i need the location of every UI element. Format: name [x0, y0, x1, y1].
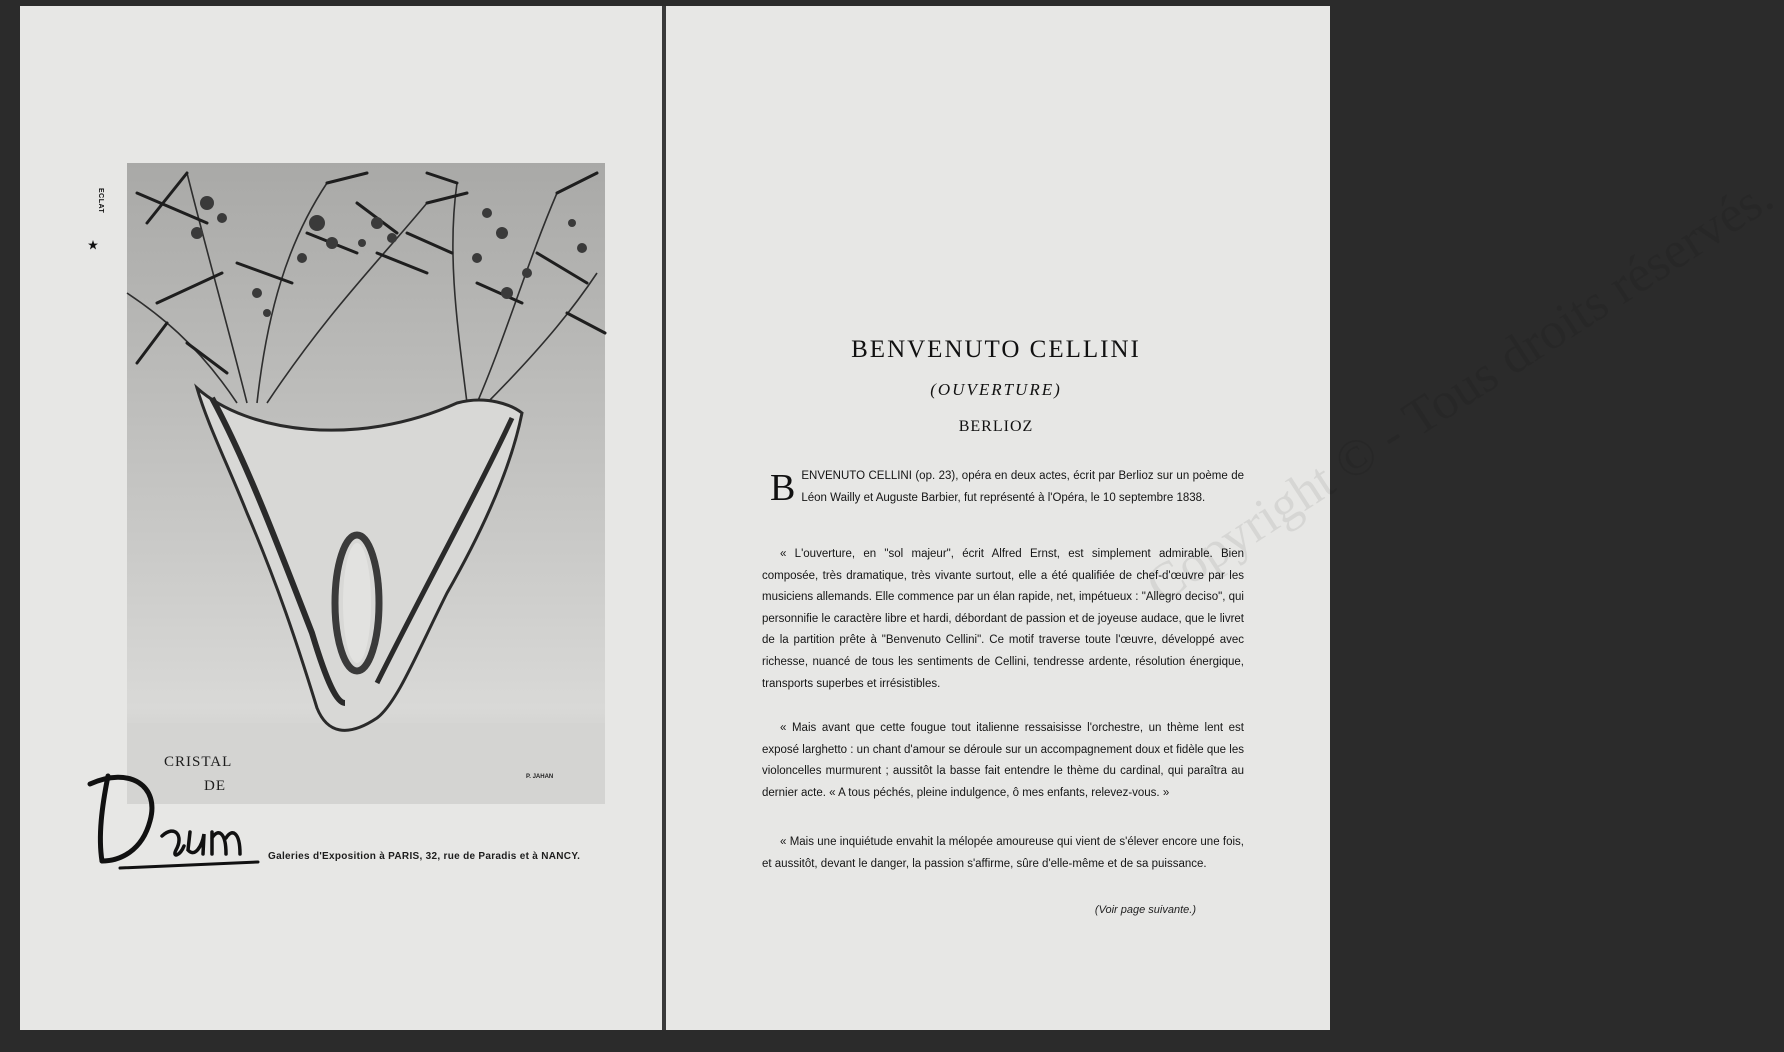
- paragraph-2: « L'ouverture, en "sol majeur", écrit Alfred Ernst, est simplement admirable. Bien composée, très dramatique, très vivante surtout, elle a été qualifiée de chef-d'œuvre par les musiciens allemands. Elle commence par un élan rapide, net, impétueux : "Allegro deciso", qui personnifie le caractère libre et hardi, débordant de passion et de joyeuse audace, que le livret de la partition prête à "Benvenuto Cellini". Ce motif traverse toute l'œuvre, développé avec richesse, nuancé de tous les sentiments de Cellini, tendresse ardente, résolution énergique, transports superbes et irrésistibles.: [762, 548, 1244, 690]
- paragraph-3: « Mais avant que cette fougue tout italienne ressaisisse l'orchestre, un thème lent est exposé larghetto : un chant d'amour se déroule sur un accompagnement doux et fidèle que les violoncelles murmurent ; aussitôt la basse fait entendre le thème du cardinal, qui paraîtra au dernier acte. « A tous péchés, pleine indulgence, ô mes enfants, relevez-vous. »: [762, 722, 1244, 799]
- composer-name: BERLIOZ: [958, 418, 1034, 435]
- photographer-credit: P. JAHAN: [526, 774, 554, 780]
- intro-text: ENVENUTO CELLINI (op. 23), opéra en deux actes, écrit par Berlioz sur un poème de Léon Wailly et Auguste Barbier, fut représenté à l'Opéra, le 10 septembre 1838.: [801, 470, 1244, 504]
- vase-photograph: [127, 163, 605, 804]
- daum-logo: [80, 766, 260, 876]
- ad-brand-line-2: DE: [204, 778, 226, 794]
- piece-subtitle: (OUVERTURE): [930, 380, 1062, 399]
- right-page: [666, 6, 1784, 1030]
- book-spread: [20, 6, 1784, 1030]
- piece-title: BENVENUTO CELLINI: [851, 336, 1141, 363]
- intro-paragraph: [762, 466, 1244, 509]
- left-page: [20, 6, 662, 1030]
- ad-brand-line-1: CRISTAL: [164, 754, 233, 770]
- star-icon: [88, 240, 98, 250]
- printer-mark: [88, 188, 118, 258]
- drop-cap: B: [770, 467, 796, 509]
- copyright-watermark: Copyright © - Tous droits réservés.: [1136, 167, 1784, 615]
- paragraph-4: « Mais une inquiétude envahit la mélopée amoureuse qui vient de s'élever encore une fois, et aussitôt, devant le danger, la passion s'affirme, sûre d'elle-même et de sa puissance.: [762, 836, 1244, 870]
- printer-mark-label: ECLAT: [97, 188, 104, 214]
- vase-illustration: [127, 163, 605, 804]
- continued-note: (Voir page suivante.): [1094, 904, 1196, 916]
- gallery-address: Galeries d'Exposition à PARIS, 32, rue de Paradis et à NANCY.: [268, 851, 581, 862]
